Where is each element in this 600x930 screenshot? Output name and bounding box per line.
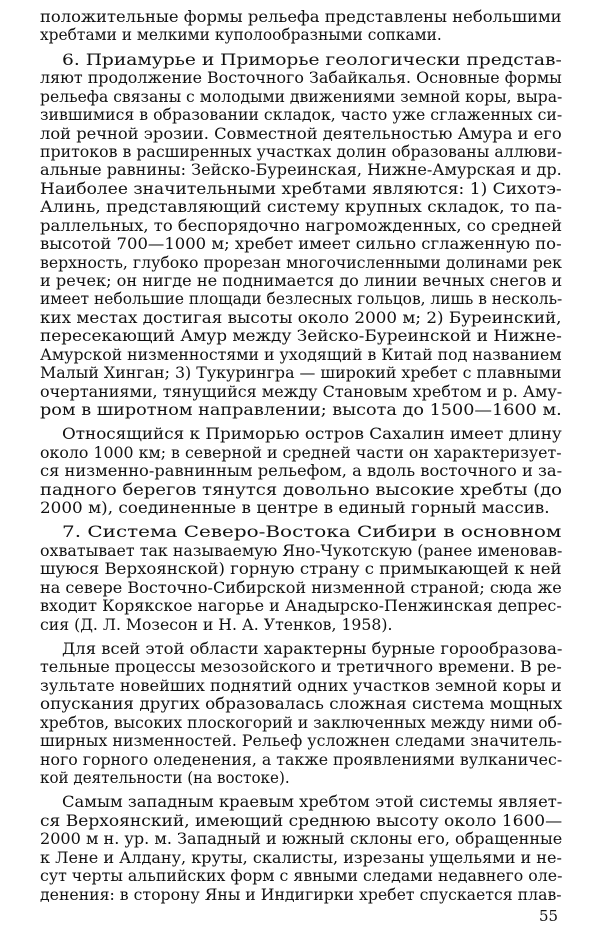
text-line: ся Верхоянский, имеющий среднюю высоту около 1600—: [40, 810, 563, 830]
text-line: 2000 м), соединенные в центре в единый горный массив.: [40, 498, 550, 518]
text-line: зившимися в образовании складок, часто уже сглаженных си-: [40, 105, 563, 125]
text-line: сия (Д. Л. Мозесон и Н. А. Утенков, 1958).: [40, 614, 393, 634]
text-line: ся низменно-равнинным рельефом, а вдоль восточного и за-: [40, 461, 563, 481]
text-line: притоков в расширенных участках долин образованы аллюви-: [40, 141, 563, 161]
text-line: кой деятельности (на востоке).: [40, 768, 290, 788]
text-line: ляют продолжение Восточного Забайкалья. Основные формы: [40, 68, 562, 88]
text-line: лой речной эрозии. Совместной деятельностью Амура и его: [40, 123, 562, 143]
text-line: Самым западным краевым хребтом этой системы являет-: [62, 792, 563, 812]
text-line: входит Корякское нагорье и Анадырско-Пенжинская депрес-: [40, 596, 562, 616]
text-line: охватывает так называемую Яно-Чукотскую (ранее именовав-: [40, 540, 563, 560]
text-line: 6. Приамурье и Приморье геологически представ-: [62, 49, 562, 69]
text-line: ких местах достигая высоты около 2000 м; 2) Буреинский,: [40, 307, 562, 327]
text-line: около 1000 км; в северной и средней части он характеризует-: [40, 442, 562, 462]
text-line: денения: в сторону Яны и Индигирки хребет спускается плав-: [40, 884, 562, 904]
text-line: 7. Система Северо-Востока Сибири в основном: [62, 522, 562, 542]
text-line: ширных низменностей. Рельеф усложнен следами значитель-: [40, 731, 562, 751]
text-line: пересекающий Амур между Зейско-Буреинской и Нижне-: [40, 326, 562, 346]
text-line: и речек; он нигде не поднимается до линии вечных снегов и: [40, 270, 563, 290]
text-line: раллельных, то беспорядочно нагроможденных, со средней: [40, 215, 563, 235]
text-line: положительные формы рельефа представлены небольшими: [40, 7, 562, 26]
text-line: Относящийся к Приморью остров Сахалин имеет длину: [62, 424, 562, 444]
text-line: альные равнины: Зейско-Буреинская, Нижне-Амурская и др.: [40, 160, 562, 180]
text-line: Малый Хинган; 3) Тукурингра — широкий хребет с плавными: [40, 363, 562, 383]
text-line: Алинь, представляющий систему крупных складок, то па-: [40, 197, 563, 217]
page-number: 55: [539, 907, 559, 925]
text-line: верхность, глубоко прорезан многочисленными долинами рек: [40, 252, 562, 272]
text-line: тельные процессы мезозойского и третичного времени. В ре-: [40, 657, 562, 677]
text-line: шуюся Верхоянской) горную страну с примыкающей к ней: [40, 559, 562, 579]
text-line: сут черты альпийских форм с явными следами недавнего оле-: [40, 866, 563, 886]
text-line: очертаниями, тянущийся между Становым хребтом и р. Аму-: [40, 381, 563, 401]
text-line: опускания других образовалась сложная система мощных: [40, 694, 563, 714]
text-line: Амурской низменностями и уходящий в Китай под названием: [40, 344, 562, 364]
text-line: Для всей этой области характерны бурные горообразова-: [62, 639, 563, 659]
text-line: зультате новейших поднятий одних участков земной коры и: [40, 675, 562, 695]
text-line: ного горного оледенения, а также проявлениями вулканичес-: [40, 749, 563, 769]
text-line: к Лене и Алдану, круты, скалисты, изрезаны ущельями и не-: [40, 847, 562, 867]
text-line: имеет небольшие площади безлесных гольцов, лишь в несколь-: [40, 289, 563, 309]
text-line: ром в широтном направлении; высота до 1500—1600 м.: [40, 399, 562, 419]
text-line: хребтами и мелкими куполообразными сопками.: [40, 25, 442, 45]
text-line: рельефа связаны с молодыми движениями земной коры, выра-: [40, 86, 563, 106]
text-line: падного берегов тянутся довольно высокие хребты (до: [40, 479, 562, 499]
text-line: Наиболее значительными хребтами являются: 1) Сихотэ-: [40, 178, 562, 198]
text-line: на севере Восточно-Сибирской низменной страной; сюда же: [40, 577, 562, 597]
text-line: хребтов, высоких плоскогорий и заключенных между ними об-: [40, 712, 563, 732]
text-line: 2000 м н. ур. м. Западный и южный склоны его, обращенные: [40, 829, 563, 849]
text-line: высотой 700—1000 м; хребет имеет сильно сглаженную по-: [40, 234, 562, 254]
